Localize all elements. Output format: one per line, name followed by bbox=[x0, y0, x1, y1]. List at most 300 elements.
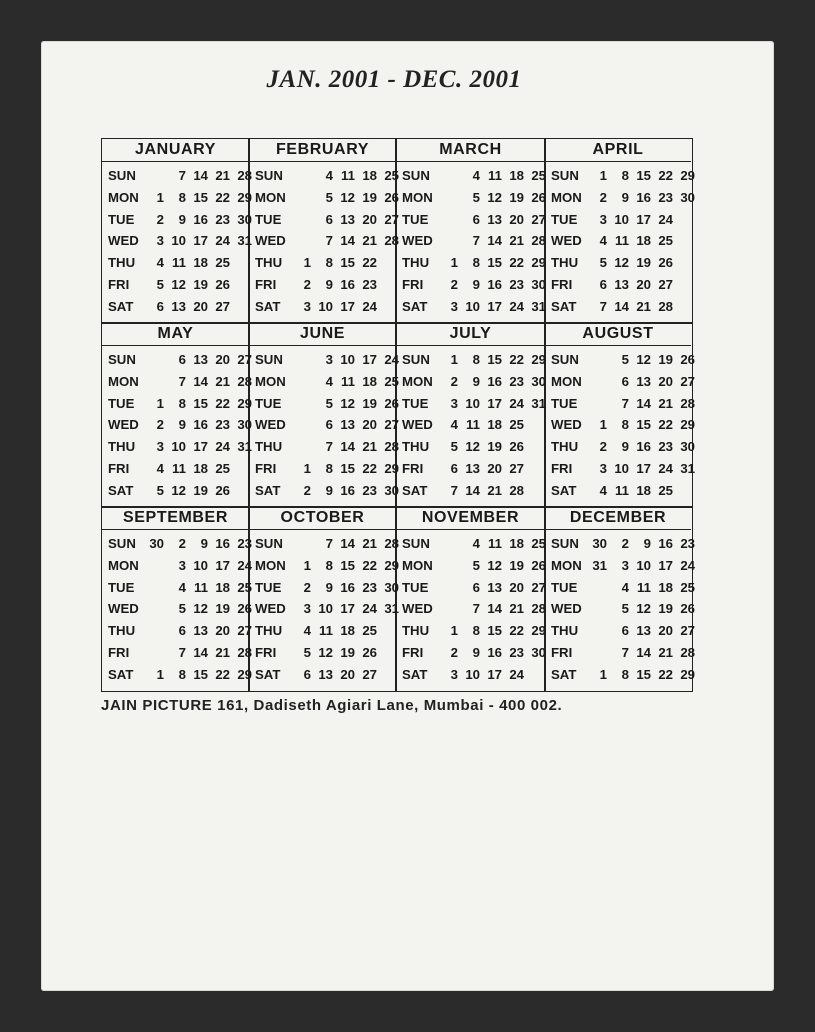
date-number: 16 bbox=[636, 439, 651, 455]
date-number: 15 bbox=[636, 417, 651, 433]
date-number: 14 bbox=[340, 536, 355, 551]
weekday-label: SUN bbox=[108, 168, 136, 183]
date-number: 16 bbox=[340, 482, 355, 498]
weekday-label: WED bbox=[402, 233, 433, 249]
date-number: 16 bbox=[340, 276, 355, 292]
date-number: 5 bbox=[325, 189, 333, 205]
date-number: 25 bbox=[384, 168, 399, 183]
date-number: 12 bbox=[636, 352, 651, 367]
date-number: 12 bbox=[318, 644, 333, 660]
date-number: 11 bbox=[466, 417, 480, 433]
date-number: 19 bbox=[509, 189, 524, 205]
date-number: 24 bbox=[215, 439, 230, 455]
weekday-label: FRI bbox=[108, 276, 130, 292]
week-row bbox=[249, 349, 399, 371]
date-number: 22 bbox=[658, 417, 673, 433]
weekday-label: TUE bbox=[108, 395, 135, 411]
date-number: 7 bbox=[472, 233, 480, 249]
date-number: 17 bbox=[362, 352, 377, 367]
week-row bbox=[102, 577, 252, 599]
week-row bbox=[396, 274, 545, 296]
date-number: 25 bbox=[509, 417, 524, 433]
weekday-label: MON bbox=[551, 557, 582, 573]
date-number: 9 bbox=[621, 439, 629, 455]
weekday-label: MON bbox=[551, 189, 582, 205]
date-number: 7 bbox=[621, 395, 629, 411]
week-row bbox=[396, 165, 545, 187]
date-number: 20 bbox=[487, 460, 502, 476]
weekday-label: SUN bbox=[551, 168, 579, 183]
date-number: 25 bbox=[531, 168, 546, 183]
date-number: 28 bbox=[531, 601, 546, 617]
month-april bbox=[545, 139, 695, 323]
date-number: 5 bbox=[325, 395, 333, 411]
date-number: 27 bbox=[384, 211, 399, 227]
date-number: 7 bbox=[621, 644, 629, 660]
week-row bbox=[102, 480, 249, 502]
week-row bbox=[249, 371, 399, 393]
weekday-label: TUE bbox=[551, 395, 578, 411]
date-number: 16 bbox=[487, 644, 502, 660]
date-number: 12 bbox=[465, 439, 480, 455]
date-number: 22 bbox=[509, 255, 524, 271]
date-number: 11 bbox=[319, 623, 333, 639]
date-number: 22 bbox=[509, 623, 524, 639]
date-number: 9 bbox=[325, 482, 333, 498]
weekday-label: THU bbox=[255, 623, 283, 639]
date-number: 23 bbox=[680, 536, 695, 551]
date-number: 21 bbox=[362, 536, 377, 551]
weekday-label: TUE bbox=[108, 579, 135, 595]
date-number: 5 bbox=[599, 255, 607, 271]
week-row bbox=[545, 252, 691, 274]
date-number: 7 bbox=[178, 373, 186, 389]
date-number: 16 bbox=[215, 536, 230, 551]
date-number: 15 bbox=[193, 189, 208, 205]
date-number: 18 bbox=[658, 579, 673, 595]
date-number: 27 bbox=[531, 211, 546, 227]
month-september bbox=[102, 507, 252, 691]
date-number: 16 bbox=[340, 579, 355, 595]
week-row bbox=[396, 620, 545, 642]
date-number: 4 bbox=[325, 168, 333, 183]
weekday-label: THU bbox=[551, 255, 579, 271]
week-row bbox=[396, 230, 545, 252]
weekday-label: FRI bbox=[255, 460, 277, 476]
date-number: 10 bbox=[465, 298, 480, 314]
date-number: 30 bbox=[680, 439, 695, 455]
week-row bbox=[545, 458, 695, 480]
week-row bbox=[102, 436, 252, 458]
weekday-label: SUN bbox=[108, 536, 136, 551]
week-row bbox=[102, 620, 252, 642]
weekday-label: SUN bbox=[551, 352, 579, 367]
date-number: 20 bbox=[193, 298, 208, 314]
date-number: 6 bbox=[472, 579, 480, 595]
month-name: MARCH bbox=[396, 139, 545, 162]
date-number: 1 bbox=[450, 255, 458, 271]
date-number: 27 bbox=[531, 579, 546, 595]
date-number: 4 bbox=[621, 579, 629, 595]
week-row bbox=[545, 533, 695, 555]
date-number: 1 bbox=[599, 417, 607, 433]
date-number: 2 bbox=[303, 579, 311, 595]
date-number: 20 bbox=[215, 623, 230, 639]
date-number: 18 bbox=[362, 168, 377, 183]
month-name: FEBRUARY bbox=[249, 139, 396, 162]
date-number: 19 bbox=[215, 601, 230, 617]
date-number: 17 bbox=[193, 233, 208, 249]
date-number: 30 bbox=[680, 189, 695, 205]
date-number: 23 bbox=[658, 189, 673, 205]
week-row bbox=[545, 577, 695, 599]
month-december bbox=[545, 507, 695, 691]
date-number: 30 bbox=[592, 536, 607, 551]
weekday-label: WED bbox=[402, 417, 433, 433]
month-name: APRIL bbox=[545, 139, 691, 162]
date-number: 10 bbox=[340, 352, 355, 367]
weekday-label: FRI bbox=[402, 276, 424, 292]
week-row bbox=[396, 555, 545, 577]
weekday-label: MON bbox=[255, 557, 286, 573]
weekday-label: WED bbox=[551, 601, 582, 617]
date-number: 29 bbox=[384, 460, 399, 476]
week-row bbox=[545, 598, 695, 620]
date-number: 28 bbox=[509, 482, 524, 498]
date-number: 26 bbox=[680, 601, 695, 617]
week-row bbox=[545, 620, 695, 642]
month-name: JANUARY bbox=[102, 139, 249, 162]
date-number: 6 bbox=[178, 623, 186, 639]
date-number: 17 bbox=[340, 601, 355, 617]
date-number: 24 bbox=[362, 601, 377, 617]
calendar-title: JAN. 2001 - DEC. 2001 bbox=[266, 66, 522, 93]
date-number: 29 bbox=[531, 255, 546, 271]
date-number: 10 bbox=[171, 439, 186, 455]
date-number: 24 bbox=[658, 211, 673, 227]
date-number: 5 bbox=[178, 601, 186, 617]
date-number: 20 bbox=[636, 276, 651, 292]
date-number: 14 bbox=[487, 233, 502, 249]
weekday-label: WED bbox=[402, 601, 433, 617]
date-number: 14 bbox=[193, 168, 208, 183]
date-number: 9 bbox=[472, 644, 480, 660]
date-number: 4 bbox=[472, 168, 480, 183]
date-number: 18 bbox=[193, 255, 208, 271]
week-row bbox=[102, 458, 249, 480]
weekday-label: MON bbox=[402, 373, 433, 389]
weekday-label: FRI bbox=[402, 460, 424, 476]
weekday-label: SAT bbox=[108, 298, 134, 314]
date-number: 15 bbox=[193, 666, 208, 682]
weekday-label: THU bbox=[551, 439, 579, 455]
date-number: 15 bbox=[340, 557, 355, 573]
date-number: 14 bbox=[465, 482, 480, 498]
date-number: 28 bbox=[680, 644, 695, 660]
date-number: 2 bbox=[599, 189, 607, 205]
date-number: 24 bbox=[362, 298, 377, 314]
week-row bbox=[396, 436, 545, 458]
date-number: 17 bbox=[636, 460, 651, 476]
date-number: 3 bbox=[325, 352, 333, 367]
weekday-label: FRI bbox=[255, 644, 277, 660]
date-number: 26 bbox=[680, 352, 695, 367]
date-number: 27 bbox=[362, 666, 377, 682]
date-number: 1 bbox=[599, 666, 607, 682]
date-number: 6 bbox=[303, 666, 311, 682]
weekday-label: SAT bbox=[402, 666, 428, 682]
month-january bbox=[102, 139, 252, 323]
date-number: 14 bbox=[487, 601, 502, 617]
week-row bbox=[102, 230, 252, 252]
date-number: 9 bbox=[472, 276, 480, 292]
date-number: 29 bbox=[680, 666, 695, 682]
date-number: 29 bbox=[680, 417, 695, 433]
date-number: 26 bbox=[215, 276, 230, 292]
date-number: 6 bbox=[178, 352, 186, 367]
date-number: 23 bbox=[509, 644, 524, 660]
week-row bbox=[249, 414, 399, 436]
weekday-label: THU bbox=[551, 623, 579, 639]
week-row bbox=[249, 209, 399, 231]
date-number: 25 bbox=[384, 373, 399, 389]
date-number: 16 bbox=[193, 417, 208, 433]
date-number: 25 bbox=[658, 233, 673, 249]
date-number: 11 bbox=[341, 373, 355, 389]
date-number: 30 bbox=[531, 373, 546, 389]
date-number: 15 bbox=[636, 168, 651, 183]
date-number: 12 bbox=[171, 276, 186, 292]
date-number: 29 bbox=[384, 557, 399, 573]
date-number: 2 bbox=[303, 482, 311, 498]
week-row bbox=[249, 274, 396, 296]
week-row bbox=[396, 664, 545, 686]
date-number: 12 bbox=[487, 189, 502, 205]
date-number: 13 bbox=[465, 460, 480, 476]
weekday-label: MON bbox=[255, 189, 286, 205]
date-number: 21 bbox=[362, 233, 377, 249]
date-number: 11 bbox=[488, 168, 502, 183]
date-number: 30 bbox=[384, 482, 399, 498]
month-name: AUGUST bbox=[545, 323, 691, 346]
date-number: 13 bbox=[636, 373, 651, 389]
date-number: 22 bbox=[658, 168, 673, 183]
date-number: 25 bbox=[215, 255, 230, 271]
date-number: 9 bbox=[200, 536, 208, 551]
weekday-label: MON bbox=[551, 373, 582, 389]
date-number: 7 bbox=[178, 168, 186, 183]
date-number: 15 bbox=[340, 460, 355, 476]
date-number: 3 bbox=[303, 298, 311, 314]
date-number: 16 bbox=[193, 211, 208, 227]
date-number: 11 bbox=[615, 482, 629, 498]
weekday-label: FRI bbox=[255, 276, 277, 292]
date-number: 22 bbox=[215, 666, 230, 682]
week-row bbox=[396, 209, 545, 231]
date-number: 14 bbox=[340, 439, 355, 455]
date-number: 18 bbox=[636, 233, 651, 249]
date-number: 23 bbox=[237, 536, 252, 551]
date-number: 27 bbox=[680, 623, 695, 639]
month-name: OCTOBER bbox=[249, 507, 396, 530]
weekday-label: MON bbox=[255, 373, 286, 389]
date-number: 26 bbox=[509, 439, 524, 455]
date-number: 24 bbox=[509, 666, 524, 682]
date-number: 28 bbox=[384, 233, 399, 249]
weekday-label: TUE bbox=[255, 395, 282, 411]
weekday-label: SAT bbox=[255, 298, 281, 314]
date-number: 15 bbox=[487, 623, 502, 639]
date-number: 12 bbox=[171, 482, 186, 498]
date-number: 23 bbox=[362, 579, 377, 595]
date-number: 14 bbox=[193, 644, 208, 660]
date-number: 7 bbox=[472, 601, 480, 617]
date-number: 8 bbox=[325, 460, 333, 476]
week-row bbox=[249, 393, 399, 415]
week-row bbox=[249, 533, 399, 555]
week-row bbox=[396, 480, 545, 502]
weekday-label: WED bbox=[108, 417, 139, 433]
weekday-label: WED bbox=[108, 601, 139, 617]
weekday-label: TUE bbox=[402, 579, 429, 595]
date-number: 23 bbox=[509, 373, 524, 389]
date-number: 31 bbox=[531, 395, 546, 411]
weekday-label: THU bbox=[108, 439, 136, 455]
date-number: 15 bbox=[636, 666, 651, 682]
date-number: 13 bbox=[340, 417, 355, 433]
date-number: 15 bbox=[340, 255, 355, 271]
date-number: 11 bbox=[341, 168, 355, 183]
week-row bbox=[545, 555, 695, 577]
date-number: 24 bbox=[658, 460, 673, 476]
date-number: 26 bbox=[215, 482, 230, 498]
date-number: 31 bbox=[592, 557, 607, 573]
date-number: 4 bbox=[156, 255, 164, 271]
date-number: 30 bbox=[531, 276, 546, 292]
date-number: 12 bbox=[340, 189, 355, 205]
date-number: 28 bbox=[531, 233, 546, 249]
week-row bbox=[249, 664, 396, 686]
date-number: 3 bbox=[621, 557, 629, 573]
date-number: 18 bbox=[193, 460, 208, 476]
date-number: 1 bbox=[599, 168, 607, 183]
date-number: 21 bbox=[215, 168, 230, 183]
week-row bbox=[396, 187, 545, 209]
weekday-label: THU bbox=[402, 439, 430, 455]
weekday-label: SAT bbox=[255, 666, 281, 682]
date-number: 18 bbox=[509, 168, 524, 183]
week-row bbox=[102, 598, 252, 620]
date-number: 3 bbox=[599, 460, 607, 476]
date-number: 17 bbox=[487, 298, 502, 314]
weekday-label: SUN bbox=[402, 536, 430, 551]
date-number: 13 bbox=[193, 623, 208, 639]
date-number: 10 bbox=[614, 211, 629, 227]
week-row bbox=[396, 577, 545, 599]
date-number: 19 bbox=[193, 482, 208, 498]
date-number: 17 bbox=[340, 298, 355, 314]
date-number: 21 bbox=[509, 601, 524, 617]
date-number: 29 bbox=[237, 189, 252, 205]
week-row bbox=[102, 296, 249, 318]
month-name: MAY bbox=[102, 323, 249, 346]
week-row bbox=[396, 252, 545, 274]
date-number: 16 bbox=[658, 536, 673, 551]
date-number: 7 bbox=[599, 298, 607, 314]
weekday-label: TUE bbox=[551, 211, 578, 227]
date-number: 17 bbox=[636, 211, 651, 227]
month-october bbox=[249, 507, 399, 691]
weekday-label: WED bbox=[551, 417, 582, 433]
date-number: 7 bbox=[325, 439, 333, 455]
date-number: 2 bbox=[450, 373, 458, 389]
week-row bbox=[545, 371, 695, 393]
date-number: 19 bbox=[340, 644, 355, 660]
week-row bbox=[249, 458, 399, 480]
date-number: 2 bbox=[450, 644, 458, 660]
date-number: 8 bbox=[621, 417, 629, 433]
date-number: 31 bbox=[680, 460, 695, 476]
date-number: 6 bbox=[621, 623, 629, 639]
date-number: 21 bbox=[362, 439, 377, 455]
date-number: 12 bbox=[487, 557, 502, 573]
date-number: 8 bbox=[472, 623, 480, 639]
date-number: 15 bbox=[487, 255, 502, 271]
week-row bbox=[249, 598, 399, 620]
date-number: 1 bbox=[450, 352, 458, 367]
date-number: 6 bbox=[156, 298, 164, 314]
date-number: 28 bbox=[680, 395, 695, 411]
date-number: 5 bbox=[450, 439, 458, 455]
date-number: 22 bbox=[362, 255, 377, 271]
week-row bbox=[545, 187, 695, 209]
date-number: 11 bbox=[615, 233, 629, 249]
date-number: 20 bbox=[340, 666, 355, 682]
date-number: 25 bbox=[237, 579, 252, 595]
weekday-label: TUE bbox=[402, 395, 429, 411]
week-row bbox=[396, 393, 545, 415]
date-number: 4 bbox=[178, 579, 186, 595]
date-number: 13 bbox=[340, 211, 355, 227]
date-number: 18 bbox=[487, 417, 502, 433]
date-number: 11 bbox=[194, 579, 208, 595]
week-row bbox=[249, 230, 399, 252]
weekday-label: THU bbox=[255, 255, 283, 271]
date-number: 24 bbox=[509, 395, 524, 411]
weekday-label: TUE bbox=[255, 579, 282, 595]
month-july bbox=[396, 323, 545, 507]
date-number: 14 bbox=[636, 644, 651, 660]
weekday-label: THU bbox=[255, 439, 283, 455]
weekday-label: FRI bbox=[108, 460, 130, 476]
date-number: 8 bbox=[621, 666, 629, 682]
weekday-label: TUE bbox=[551, 579, 578, 595]
weekday-label: MON bbox=[402, 189, 433, 205]
date-number: 16 bbox=[487, 373, 502, 389]
date-number: 29 bbox=[531, 623, 546, 639]
date-number: 13 bbox=[487, 579, 502, 595]
month-november bbox=[396, 507, 545, 691]
date-number: 19 bbox=[487, 439, 502, 455]
date-number: 10 bbox=[171, 233, 186, 249]
date-number: 12 bbox=[636, 601, 651, 617]
date-number: 9 bbox=[643, 536, 651, 551]
date-number: 27 bbox=[384, 417, 399, 433]
date-number: 9 bbox=[621, 189, 629, 205]
date-number: 5 bbox=[472, 557, 480, 573]
date-number: 17 bbox=[193, 439, 208, 455]
week-row bbox=[102, 187, 252, 209]
